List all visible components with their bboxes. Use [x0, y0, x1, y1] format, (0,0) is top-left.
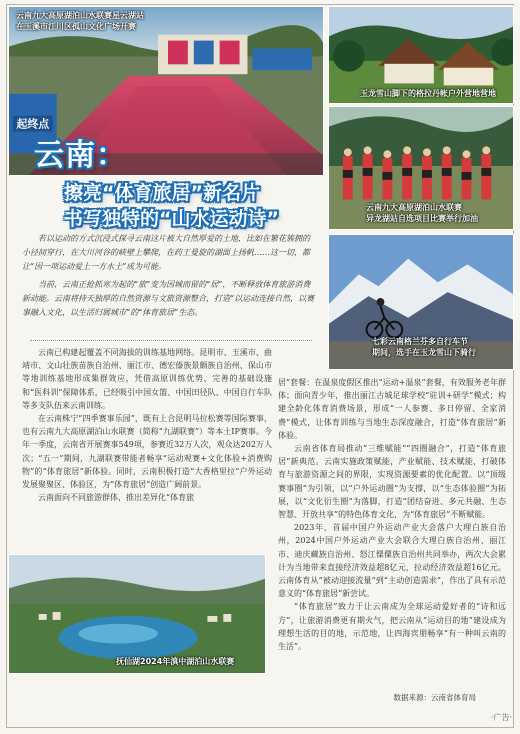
caption-mid-right-line2: 异龙湖站自选项目比赛举行加油: [366, 214, 478, 223]
headline-line2: 擦亮“体育旅居”新名片: [64, 182, 260, 204]
caption-mid-right-line1: 云南九大高原湖泊山水联赛: [366, 203, 462, 212]
right-paragraph-4: “体育旅居”致力于让云南成为全球运动爱好者的“诗和远方”，让旅游消费更有期火气，把云南从“运动目的地”建设成为理想生活的目的地，示范地，让四海宾朋畅享“有一种叫云南的生活”。: [278, 602, 506, 652]
left-paragraph-1: 云南已构建起覆盖不同海拔的训练基地网络。昆明市、玉溪市、曲靖市、文山壮族苗族自治州、丽江市、德宏傣族景颇族自治州、保山市等地训练基地形成集群效应，凭借高原训练优势、完善的基础设施和“医科训”保障体系，已经吸引中国女篮、中国田径队、中国自行车队等多支队伍来云南训练。: [22, 348, 272, 410]
intro-paragraph-2: 当前，云南正抢抓寒为起的“旅”变为因城而留的“居”，不断释放体育旅游消费新动能。云南将持天独厚的自然资源与文旅资源整合，打造“以运动连接自然，以赛事融入文化，以生活归属城市”的“体育旅居”生态。: [22, 280, 315, 317]
left-paragraph-3: 云南面向不同旅游群体，推出差异化“体育旅: [38, 493, 195, 503]
intro-text: [22, 232, 316, 324]
caption-top-right: 玉龙雪山脚下的格拉丹帐户外营地营地: [360, 89, 496, 98]
right-paragraph-2: 云南省体育局推动“三维赋能”“四圈融合”，打造“体育旅居”新典范。云南实施政策赋能，产业赋能、技术赋能，打破体育与旅游资源之间的界限，实现资源要素的优化配置。以“顶级赛事圈”为引领，以“户外运动圈”为支撑，以“生态体验圈”为拓展，以“文化衍生圈”为落脚，打造“团结奋进、多元共融、生态智慧、开放共享”的特色体育文化，为“体育旅居”不断赋能。: [278, 444, 506, 520]
ad-label: ·广告·: [490, 713, 512, 722]
right-column-text: [278, 376, 506, 653]
caption-top-left-line2: 在玉溪市江川区孤山文化广场开赛: [16, 22, 136, 31]
right-paragraph-3: 2023年，首届中国户外运动产业大会落户大理白族自治州，2024中国户外运动产业大会联合大理白族自治州、丽江市、迪庆藏族自治州、怒江傈僳族自治州共同举办，两次大会累计为当地带来直接经济效益超8亿元，拉动经济效益超16亿元。云南体育从“被动迎接流量”到“主动创造需求”，作出了具有示范意义的“体育旅居”新尝试。: [278, 523, 506, 599]
caption-mid-right: [366, 202, 478, 224]
left-paragraph-2: 在云南株宁“四季赛事乐园”，既有上合昆明马拉松赛等国际赛事，也有云南九大高原湖泊山水联赛（简称“九湖联赛”）等本土IP赛事。今年一季度，云南省开展赛事549项，参赛近32万人次，观众达202万人次；“五一”期间，九湖联赛带能者畅享“运动观赛+文化体验+消费购物”的“体育旅居”新体验。同时，云南积极打造“大香格里拉”户外运动发展聚聚区、体验区，为“体育旅居”创造广阔前景。: [22, 414, 272, 490]
start-finish-banner: 起终点: [16, 117, 50, 131]
headline-line1: 云南：: [34, 138, 127, 173]
caption-bike-line1: 七彩云南格兰芬多自行车节: [372, 337, 468, 346]
left-column-text: [22, 346, 272, 504]
right-paragraph-1: 居”套餐：在温泉度假区推出“运动+温泉”套餐，有效服务老年群体；面向青少年，推出丽江古城足球学校“驻训+研学”模式；构建全龄化体育消费场景，形成“一人参赛、多日停留、全家消费”模式，让体育训练与当地生态深度融合，打造“体育旅居”新体验。: [278, 378, 506, 440]
caption-bike: [372, 336, 476, 358]
caption-bike-line2: 期间，选手在玉龙雪山下骑行: [372, 348, 476, 357]
intro-paragraph-1: 若以运动的方式沉浸式探寻云南这片被大自然厚爱的土地，比如在繁花簇拥的小径间穿行，在大川河谷的峡壁上攀爬，在药王曼旋的湖面上扬帆……这一切，都让“因一项运动爱上一方水土”成为可能。: [22, 234, 310, 271]
data-source: 数据来源：云南省体育局: [393, 693, 476, 702]
headline-line3: 书写独特的“山水运动诗”: [64, 208, 279, 230]
section-divider: [30, 340, 312, 341]
caption-bottom: 抚仙湖2024年滇中湖泊山水联赛: [116, 657, 235, 666]
caption-top-left: [16, 10, 144, 32]
caption-top-left-line1: 云南九大高原湖泊山水联赛星云湖站: [16, 11, 144, 20]
